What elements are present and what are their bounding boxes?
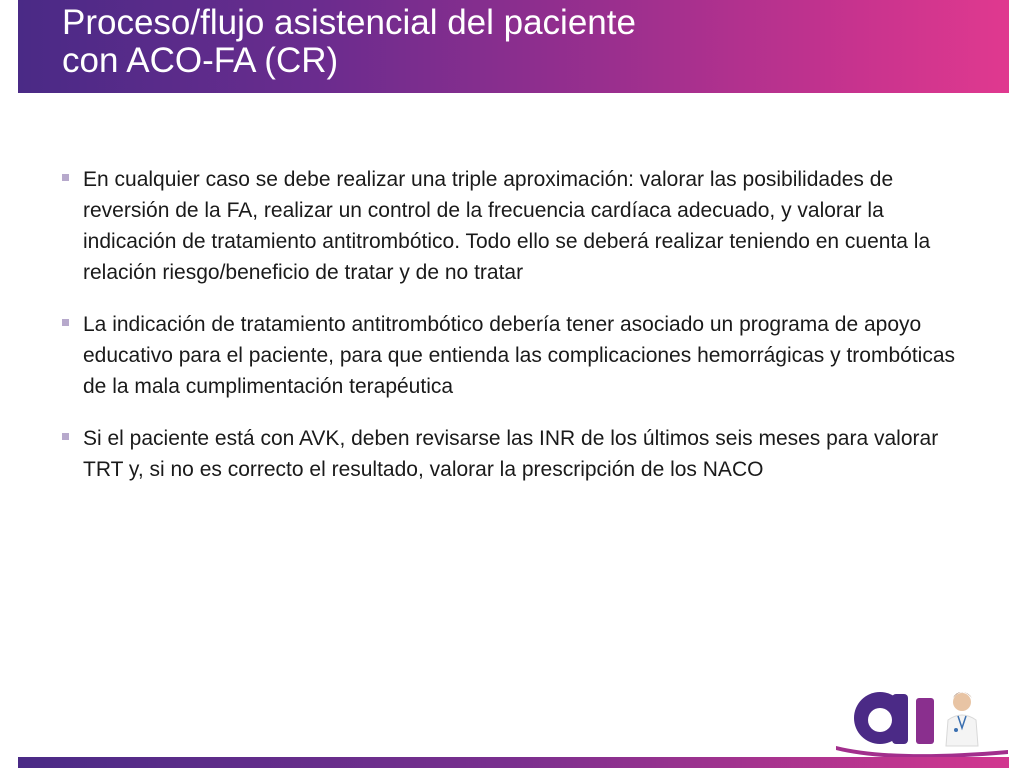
- square-bullet-icon: [62, 319, 69, 326]
- slide-title-line-2: con ACO-FA (CR): [62, 41, 339, 80]
- slide-title-line-1: Proceso/flujo asistencial del paciente: [62, 3, 636, 42]
- bullet-text: Si el paciente está con AVK, deben revisarse las INR de los últimos seis meses para valorar TRT y, si no es correcto el resultado, valorar la prescripción de los NACO: [83, 427, 939, 481]
- bullet-item: [62, 423, 962, 485]
- bullet-item: [62, 164, 962, 288]
- square-bullet-icon: [62, 174, 69, 181]
- bullet-text: La indicación de tratamiento antitrombótico debería tener asociado un programa de apoyo educativo para el paciente, para que entienda las complicaciones hemorrágicas y trombóticas de la mala cumplimentación terapéutica: [83, 313, 955, 398]
- letter-a-logo-with-doctor-icon: [832, 680, 1012, 760]
- doctor-icon: [946, 692, 978, 746]
- bullet-text: En cualquier caso se debe realizar una triple aproximación: valorar las posibilidades de reversión de la FA, realizar un control de la frecuencia cardíaca adecuado, y valorar la indicación de tratamiento antitrombótico. Todo ello se deberá realizar teniendo en cuenta la relación riesgo/beneficio de tratar y de no tratar: [83, 168, 931, 284]
- slide-title: [62, 4, 962, 80]
- bullet-list: [62, 164, 962, 506]
- bullet-item: [62, 309, 962, 402]
- square-bullet-icon: [62, 433, 69, 440]
- footer-band: [18, 757, 1009, 768]
- logo-letter-a: [854, 692, 908, 744]
- logo-bar: [916, 698, 934, 744]
